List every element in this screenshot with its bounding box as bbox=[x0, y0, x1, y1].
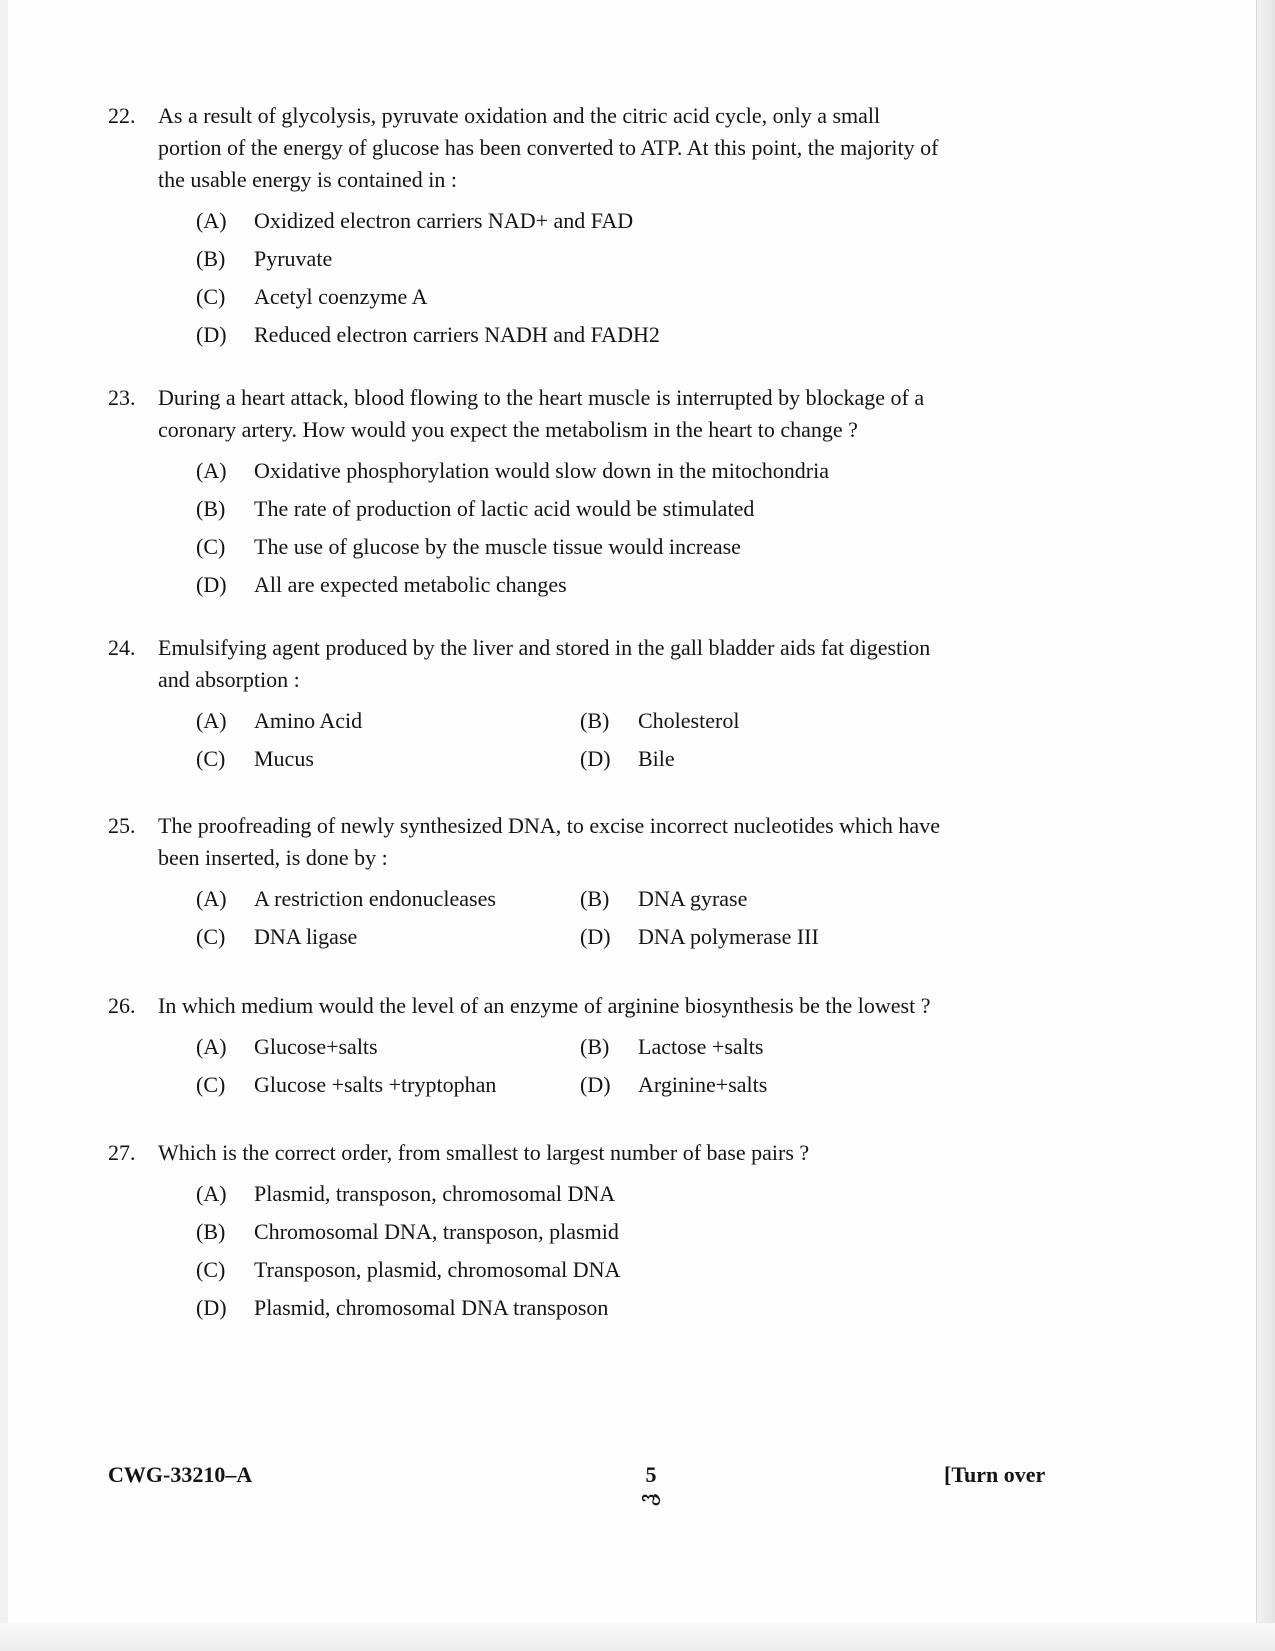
option-text: Acetyl coenzyme A bbox=[254, 284, 428, 309]
option-c bbox=[196, 1251, 948, 1289]
option-text: Oxidized electron carriers NAD+ and FAD bbox=[254, 208, 634, 233]
option-label: (C) bbox=[196, 924, 226, 949]
option-a bbox=[196, 1175, 948, 1213]
question-26 bbox=[108, 990, 948, 1104]
option-label: (C) bbox=[196, 1072, 226, 1097]
option-text: Chromosomal DNA, transposon, plasmid bbox=[254, 1219, 619, 1244]
question-text: As a result of glycolysis, pyruvate oxidation and the citric acid cycle, only a small portion of the energy of glucose has been converted to ATP. At this point, the majority of the usable energy is contained in : bbox=[158, 103, 939, 192]
option-text: All are expected metabolic changes bbox=[254, 572, 567, 597]
option-list bbox=[196, 702, 948, 778]
option-list bbox=[196, 880, 948, 956]
option-text: Glucose+salts bbox=[254, 1034, 378, 1059]
option-text: Reduced electron carriers NADH and FADH2 bbox=[254, 322, 660, 347]
option-b bbox=[580, 1028, 900, 1066]
option-d bbox=[580, 740, 900, 778]
option-b bbox=[196, 1213, 948, 1251]
option-c bbox=[196, 740, 580, 778]
option-a bbox=[196, 880, 580, 918]
page-left-edge bbox=[0, 0, 8, 1651]
option-label: (B) bbox=[580, 708, 610, 733]
option-text: Oxidative phosphorylation would slow down in the mitochondria bbox=[254, 458, 829, 483]
question-text: Which is the correct order, from smallest to largest number of base pairs ? bbox=[158, 1140, 810, 1165]
option-label: (B) bbox=[196, 496, 226, 521]
option-d bbox=[196, 1289, 948, 1327]
option-b bbox=[196, 490, 948, 528]
question-number: 22. bbox=[108, 103, 136, 128]
option-list bbox=[196, 1028, 948, 1104]
option-b bbox=[580, 880, 900, 918]
option-label: (A) bbox=[196, 1181, 227, 1206]
question-number: 27. bbox=[108, 1140, 136, 1165]
option-text: DNA polymerase III bbox=[638, 924, 819, 949]
option-label: (D) bbox=[580, 1072, 611, 1097]
option-label: (A) bbox=[196, 208, 227, 233]
turn-over-label: [Turn over bbox=[944, 1462, 1046, 1487]
question-text: The proofreading of newly synthesized DNA, to excise incorrect nucleotides which have been inserted, is done by : bbox=[158, 813, 940, 870]
option-text: Bile bbox=[638, 746, 675, 771]
question-number: 25. bbox=[108, 813, 136, 838]
option-text: Pyruvate bbox=[254, 246, 333, 271]
option-text: Arginine+salts bbox=[638, 1072, 768, 1097]
option-text: A restriction endonucleases bbox=[254, 886, 496, 911]
option-text: Glucose +salts +tryptophan bbox=[254, 1072, 497, 1097]
option-c bbox=[196, 278, 948, 316]
question-22 bbox=[108, 100, 948, 354]
option-d bbox=[196, 566, 948, 604]
option-text: Plasmid, transposon, chromosomal DNA bbox=[254, 1181, 616, 1206]
option-label: (D) bbox=[196, 322, 227, 347]
option-label: (D) bbox=[196, 572, 227, 597]
option-text: The rate of production of lactic acid would be stimulated bbox=[254, 496, 755, 521]
option-a bbox=[196, 202, 948, 240]
page-bottom-edge bbox=[0, 1623, 1275, 1651]
option-list bbox=[196, 452, 948, 604]
question-25 bbox=[108, 810, 948, 956]
question-text: In which medium would the level of an enzyme of arginine biosynthesis be the lowest ? bbox=[158, 993, 931, 1018]
option-text: Amino Acid bbox=[254, 708, 363, 733]
page-number: 5 bbox=[645, 1462, 657, 1487]
question-number: 24. bbox=[108, 635, 136, 660]
option-text: Plasmid, chromosomal DNA transposon bbox=[254, 1295, 609, 1320]
option-c bbox=[196, 1066, 580, 1104]
option-label: (D) bbox=[196, 1295, 227, 1320]
option-label: (B) bbox=[196, 1219, 226, 1244]
question-text: During a heart attack, blood flowing to the heart muscle is interrupted by blockage of a coronary artery. How would you expect the metabolism in the heart to change ? bbox=[158, 385, 925, 442]
page-mark: ಌ bbox=[641, 1488, 661, 1510]
option-label: (A) bbox=[196, 1034, 227, 1059]
option-c bbox=[196, 528, 948, 566]
option-c bbox=[196, 918, 580, 956]
option-d bbox=[196, 316, 948, 354]
question-27 bbox=[108, 1137, 948, 1327]
option-text: The use of glucose by the muscle tissue would increase bbox=[254, 534, 741, 559]
option-text: Lactose +salts bbox=[638, 1034, 764, 1059]
option-label: (C) bbox=[196, 746, 226, 771]
option-label: (D) bbox=[580, 924, 611, 949]
option-text: Cholesterol bbox=[638, 708, 740, 733]
option-label: (A) bbox=[196, 886, 227, 911]
option-b bbox=[196, 240, 948, 278]
question-number: 26. bbox=[108, 993, 136, 1018]
option-label: (C) bbox=[196, 534, 226, 559]
option-a bbox=[196, 1028, 580, 1066]
option-d bbox=[580, 1066, 900, 1104]
option-label: (C) bbox=[196, 1257, 226, 1282]
option-text: DNA ligase bbox=[254, 924, 358, 949]
option-text: Mucus bbox=[254, 746, 314, 771]
option-label: (A) bbox=[196, 708, 227, 733]
option-label: (C) bbox=[196, 284, 226, 309]
question-text: Emulsifying agent produced by the liver and stored in the gall bladder aids fat digestion and absorption : bbox=[158, 635, 931, 692]
option-a bbox=[196, 702, 580, 740]
question-number: 23. bbox=[108, 385, 136, 410]
option-d bbox=[580, 918, 900, 956]
option-list bbox=[196, 202, 948, 354]
question-24 bbox=[108, 632, 948, 778]
option-text: DNA gyrase bbox=[638, 886, 748, 911]
option-a bbox=[196, 452, 948, 490]
option-label: (B) bbox=[196, 246, 226, 271]
option-label: (B) bbox=[580, 886, 610, 911]
option-text: Transposon, plasmid, chromosomal DNA bbox=[254, 1257, 621, 1282]
page-right-edge bbox=[1256, 0, 1275, 1651]
option-list bbox=[196, 1175, 948, 1327]
option-label: (D) bbox=[580, 746, 611, 771]
paper-code: CWG-33210–A bbox=[108, 1462, 253, 1487]
question-23 bbox=[108, 382, 948, 604]
option-label: (B) bbox=[580, 1034, 610, 1059]
option-label: (A) bbox=[196, 458, 227, 483]
option-b bbox=[580, 702, 900, 740]
